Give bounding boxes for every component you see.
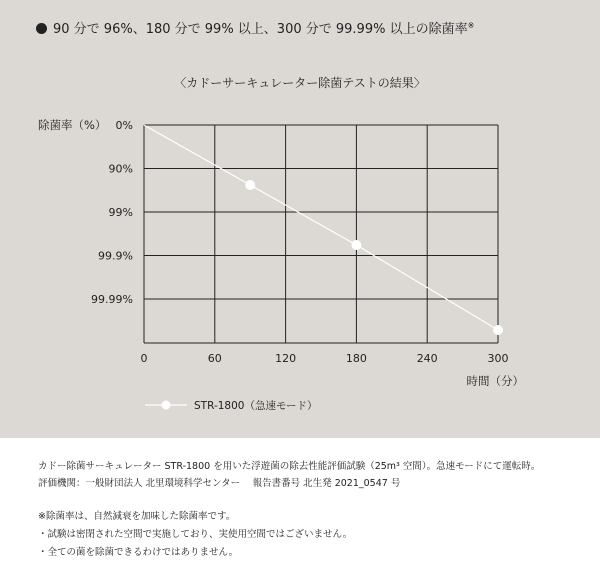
- y-tick-label: 99.99%: [91, 293, 133, 306]
- y-tick-label: 99.9%: [98, 249, 133, 263]
- footnote-sealed-space: ・試験は密閉された空間で実施しており、実使用空間ではございません。: [38, 529, 353, 540]
- footnotes: [0, 438, 600, 570]
- x-axis-label: 時間（分）: [466, 374, 524, 388]
- y-tick-label: 90%: [108, 162, 133, 176]
- y-tick-label: 0%: [115, 119, 133, 132]
- footnote-evaluation-agency: 評価機関：一般財団法人 北里環境科学センター 報告書番号 北生発 2021_0547 号: [38, 478, 401, 489]
- footnote-test-conditions: カドー除菌サーキュレーター STR-1800 を用いた浮遊菌の除去性能評価試験（25m³ 空間）。急速モードにて運転時。: [38, 461, 541, 472]
- x-tick-label: 180: [345, 352, 367, 365]
- headline-mark: ※: [467, 21, 475, 30]
- footnote-not-all-bacteria: ・全ての菌を除菌できるわけではありません。: [38, 547, 239, 558]
- data-point: [493, 325, 503, 335]
- y-tick-label: 99%: [108, 206, 133, 219]
- footnote-rate-definition: ※除菌率は、自然減衰を加味した除菌率です。: [38, 511, 236, 522]
- x-tick-label: 120: [275, 352, 297, 365]
- chart-title: 〈カドーサーキュレーター除菌テストの結果〉: [174, 76, 426, 90]
- headline-text: 90 分で 96%、180 分で 99% 以上、300 分で 99.99% 以上の除菌率: [53, 22, 468, 37]
- data-point: [245, 180, 255, 190]
- x-tick-label: 60: [207, 352, 222, 365]
- legend-label: STR-1800（急速モード）: [194, 400, 318, 412]
- data-point: [351, 240, 361, 250]
- legend-marker: [162, 401, 171, 410]
- x-tick-label: 0: [140, 352, 148, 365]
- x-tick-label: 300: [487, 352, 509, 365]
- x-tick-label: 240: [416, 352, 438, 365]
- y-axis-label: 除菌率（%）: [38, 118, 107, 132]
